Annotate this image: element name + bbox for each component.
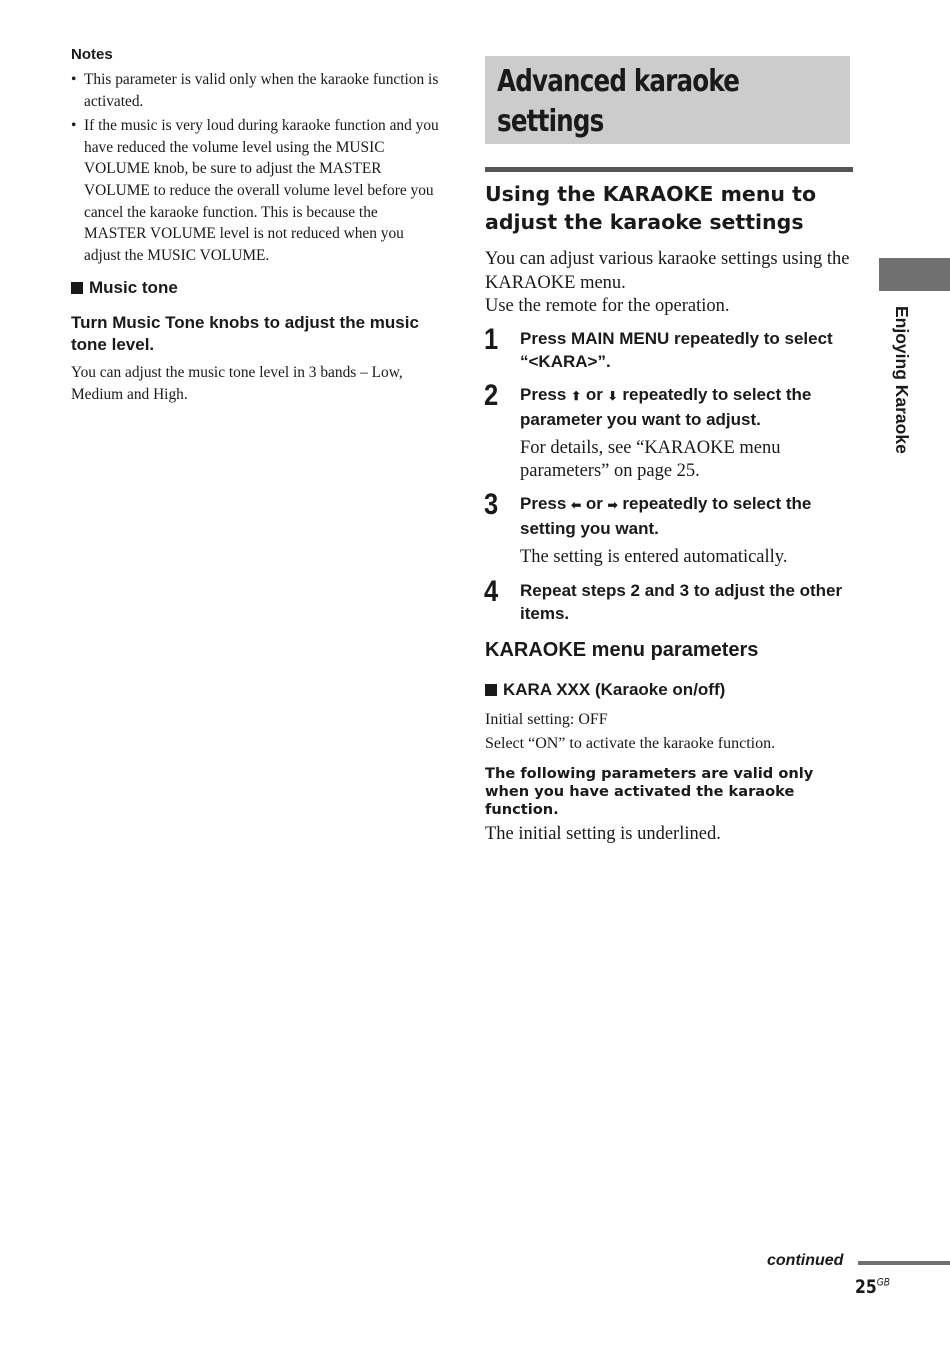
music-tone-instruction: Turn Music Tone knobs to adjust the music tone level. bbox=[71, 313, 419, 355]
notes-list bbox=[71, 69, 439, 266]
section-intro-remote: Use the remote for the operation. bbox=[485, 296, 730, 316]
arrow-left-icon: ⬅ bbox=[571, 497, 582, 512]
kara-heading bbox=[485, 680, 853, 700]
step-title: Repeat steps 2 and 3 to adjust the other items. bbox=[520, 581, 843, 623]
section-title: Using the KARAOKE menu to adjust the karaoke settings bbox=[485, 182, 817, 234]
step-title-text: Press bbox=[520, 384, 567, 404]
step-title-text: Press MAIN MENU repeatedly to select bbox=[520, 328, 833, 348]
initial-setting: Initial setting: OFF bbox=[485, 711, 608, 728]
square-bullet-icon bbox=[71, 282, 83, 294]
step-description: The setting is entered automatically. bbox=[520, 546, 788, 567]
step-title-text: repeatedly to select the parameter you want to adjust. bbox=[520, 384, 812, 429]
select-on-text: Select “ON” to activate the karaoke function. bbox=[485, 734, 776, 752]
banner-title-line2: settings bbox=[497, 104, 604, 139]
chapter-banner bbox=[485, 56, 850, 144]
page-number-text: 25 bbox=[855, 1276, 877, 1298]
step-4 bbox=[484, 575, 853, 625]
note-item: • This parameter is valid only when the karaoke function is activated. bbox=[71, 69, 439, 112]
step-3 bbox=[484, 487, 853, 570]
kara-heading-text: KARA XXX (Karaoke on/off) bbox=[503, 680, 726, 699]
music-tone-body: You can adjust the music tone level in 3 bands – Low, Medium and High. bbox=[71, 364, 403, 403]
square-bullet-icon bbox=[485, 684, 497, 696]
right-column bbox=[485, 56, 853, 847]
page-number bbox=[855, 1276, 890, 1298]
left-column bbox=[71, 46, 439, 406]
chapter-tab-label-text: Enjoying Karaoke bbox=[892, 306, 912, 454]
step-title bbox=[520, 327, 853, 373]
arrow-down-icon: ⬇ bbox=[607, 388, 618, 403]
step-title-text: “<KARA>”. bbox=[520, 351, 611, 371]
step-title bbox=[520, 492, 853, 540]
step-description: For details, see “KARAOKE menu parameters” on page 25. bbox=[520, 437, 781, 481]
step-number: 1 bbox=[484, 322, 499, 356]
step-title-text: Press bbox=[520, 493, 567, 513]
continued-line bbox=[858, 1261, 950, 1265]
music-tone-heading-text: Music tone bbox=[89, 278, 178, 298]
step-title bbox=[520, 383, 853, 431]
arrow-right-icon: ➡ bbox=[607, 497, 618, 512]
section-intro: You can adjust various karaoke settings using the KARAOKE menu. bbox=[485, 249, 850, 293]
banner-title-line1: Advanced karaoke bbox=[497, 64, 740, 99]
step-title-text: or bbox=[585, 384, 603, 404]
step-number: 3 bbox=[484, 487, 499, 521]
continued-label: continued bbox=[767, 1252, 844, 1269]
step-1 bbox=[484, 322, 853, 373]
step-number: 2 bbox=[484, 378, 499, 412]
valid-note: The following parameters are valid only when you have activated the karaoke function. bbox=[485, 765, 814, 818]
step-number: 4 bbox=[484, 575, 499, 608]
page-suffix: GB bbox=[876, 1276, 890, 1289]
underline-note: The initial setting is underlined. bbox=[485, 824, 721, 844]
parameters-heading: KARAOKE menu parameters bbox=[485, 639, 759, 661]
notes-title: Notes bbox=[71, 46, 113, 63]
step-title-text: repeatedly to select the setting you want. bbox=[520, 493, 812, 538]
chapter-tab bbox=[879, 258, 950, 291]
arrow-up-icon: ⬆ bbox=[571, 388, 582, 403]
section-divider bbox=[485, 167, 853, 172]
step-2 bbox=[484, 378, 853, 484]
note-item: • If the music is very loud during karaoke function and you have reduced the volume level using the MUSIC VOLUME knob, be sure to adjust the MASTER VOLUME to reduce the overall volume level before you cancel the karaoke function. This is because the MASTER VOLUME level is not reduced when you adjust the MUSIC VOLUME. bbox=[71, 115, 439, 266]
music-tone-heading bbox=[71, 278, 439, 298]
step-title-text: or bbox=[585, 493, 603, 513]
chapter-tab-label bbox=[886, 306, 916, 496]
